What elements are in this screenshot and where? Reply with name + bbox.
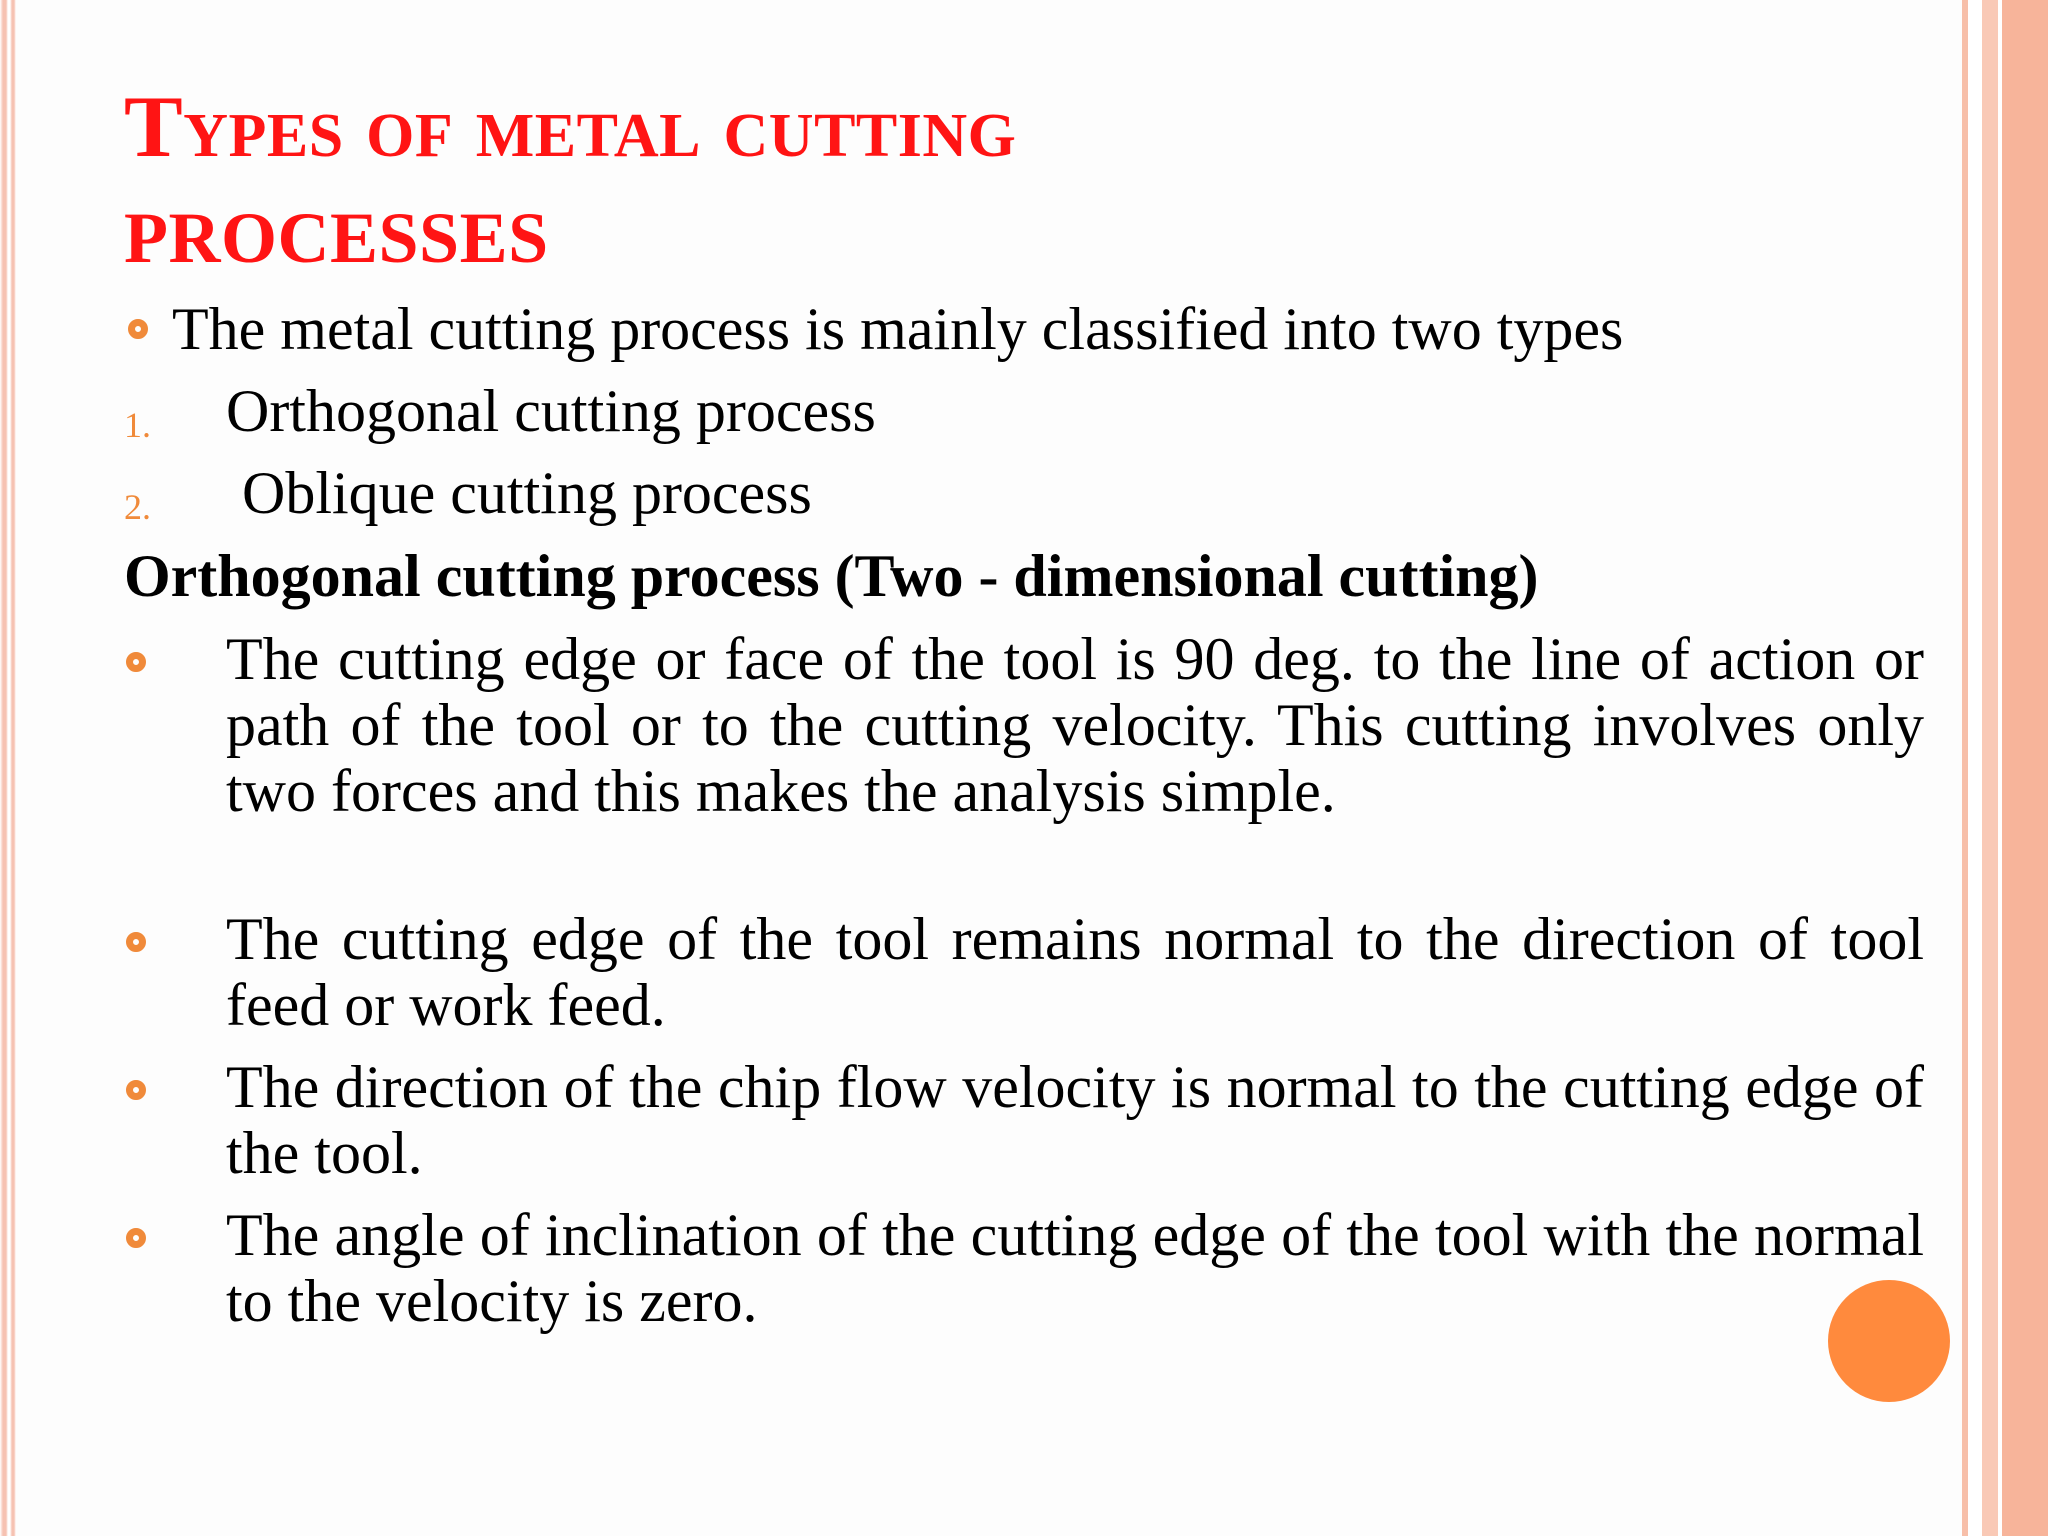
slide-title — [124, 80, 1016, 298]
ring-bullet-icon — [126, 932, 146, 952]
item-number: 2. — [124, 487, 151, 527]
ring-bullet-icon — [126, 1228, 146, 1248]
numbered-item — [124, 376, 1724, 458]
numbered-list — [124, 376, 1724, 540]
numbered-item — [124, 458, 1724, 540]
title-line-1: Types of metal cutting — [124, 79, 1017, 176]
ring-bullet-icon — [126, 652, 146, 672]
bullet-text: The cutting edge or face of the tool is 90 deg. to the line of action or path of the tool or to the cutting velocity. This cutting involves only two forces and this makes the analysis simple. — [226, 626, 1924, 824]
item-text: Orthogonal cutting process — [226, 378, 876, 444]
right-border-gap — [1968, 0, 1982, 1536]
ring-bullet-icon — [128, 319, 148, 339]
bullet-text: The cutting edge of the tool remains normal to the direction of tool feed or work feed. — [226, 906, 1924, 1038]
item-number: 1. — [124, 405, 151, 445]
orange-circle-decoration — [1828, 1280, 1950, 1402]
ring-bullet-icon — [126, 1080, 146, 1100]
bullet-text: The angle of inclination of the cutting edge of the tool with the normal to the velocity is zero. — [226, 1202, 1924, 1334]
left-border-decoration — [0, 0, 16, 1536]
title-line-2: PROCESSES — [124, 198, 549, 278]
item-text: Oblique cutting process — [242, 460, 812, 526]
intro-bullet — [128, 292, 1948, 366]
intro-text: The metal cutting process is mainly classified into two types — [172, 296, 1624, 362]
bullet-text: The direction of the chip flow velocity is normal to the cutting edge of the tool. — [226, 1054, 1924, 1186]
right-border-band — [1982, 0, 2048, 1536]
subheading: Orthogonal cutting process (Two - dimensional cutting) — [124, 543, 1539, 609]
